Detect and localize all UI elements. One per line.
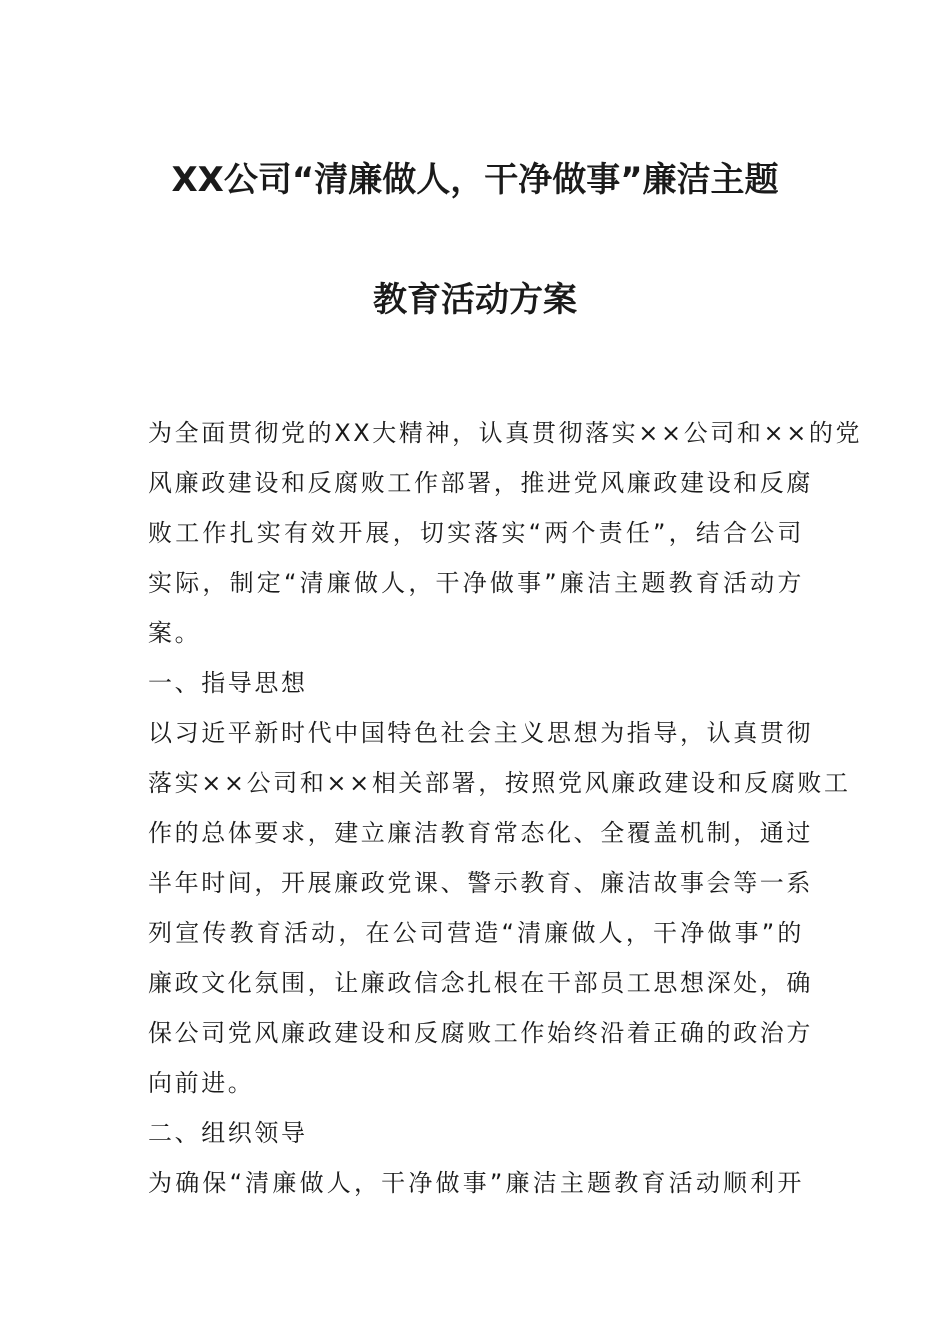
paragraph-organization xyxy=(148,1158,804,1208)
document-body xyxy=(148,408,863,1208)
section-heading-organization: 二、组织领导 xyxy=(148,1119,308,1147)
section-heading-guiding-ideology: 一、指导思想 xyxy=(148,669,308,697)
paragraph-line: 列宣传教育活动，在公司营造“清廉做人，干净做事”的 xyxy=(148,919,804,947)
document-title-line-2: 教育活动方案 xyxy=(373,280,577,320)
paragraph-line: 为全面贯彻党的XX大精神，认真贯彻落实××公司和××的党 xyxy=(148,419,863,447)
document-title-line-1: XX公司“清廉做人，干净做事”廉洁主题 xyxy=(171,160,779,200)
paragraph-intro xyxy=(148,408,863,658)
paragraph-line: 以习近平新时代中国特色社会主义思想为指导，认真贯彻 xyxy=(148,719,813,747)
paragraph-line: 实际，制定“清廉做人，干净做事”廉洁主题教育活动方 xyxy=(148,569,804,597)
paragraph-guiding-ideology xyxy=(148,708,851,1108)
paragraph-line: 落实××公司和××相关部署，按照党风廉政建设和反腐败工 xyxy=(148,769,851,797)
paragraph-line: 廉政文化氛围，让廉政信念扎根在干部员工思想深处，确 xyxy=(148,969,813,997)
paragraph-line: 保公司党风廉政建设和反腐败工作始终沿着正确的政治方 xyxy=(148,1019,813,1047)
paragraph-line: 为确保“清廉做人，干净做事”廉洁主题教育活动顺利开 xyxy=(148,1169,804,1197)
paragraph-line: 作的总体要求，建立廉洁教育常态化、全覆盖机制，通过 xyxy=(148,819,813,847)
paragraph-line: 败工作扎实有效开展，切实落实“两个责任”，结合公司 xyxy=(148,519,804,547)
paragraph-line: 案。 xyxy=(148,619,202,647)
paragraph-line: 半年时间，开展廉政党课、警示教育、廉洁故事会等一系 xyxy=(148,869,813,897)
paragraph-line: 向前进。 xyxy=(148,1069,255,1097)
paragraph-line: 风廉政建设和反腐败工作部署，推进党风廉政建设和反腐 xyxy=(148,469,813,497)
